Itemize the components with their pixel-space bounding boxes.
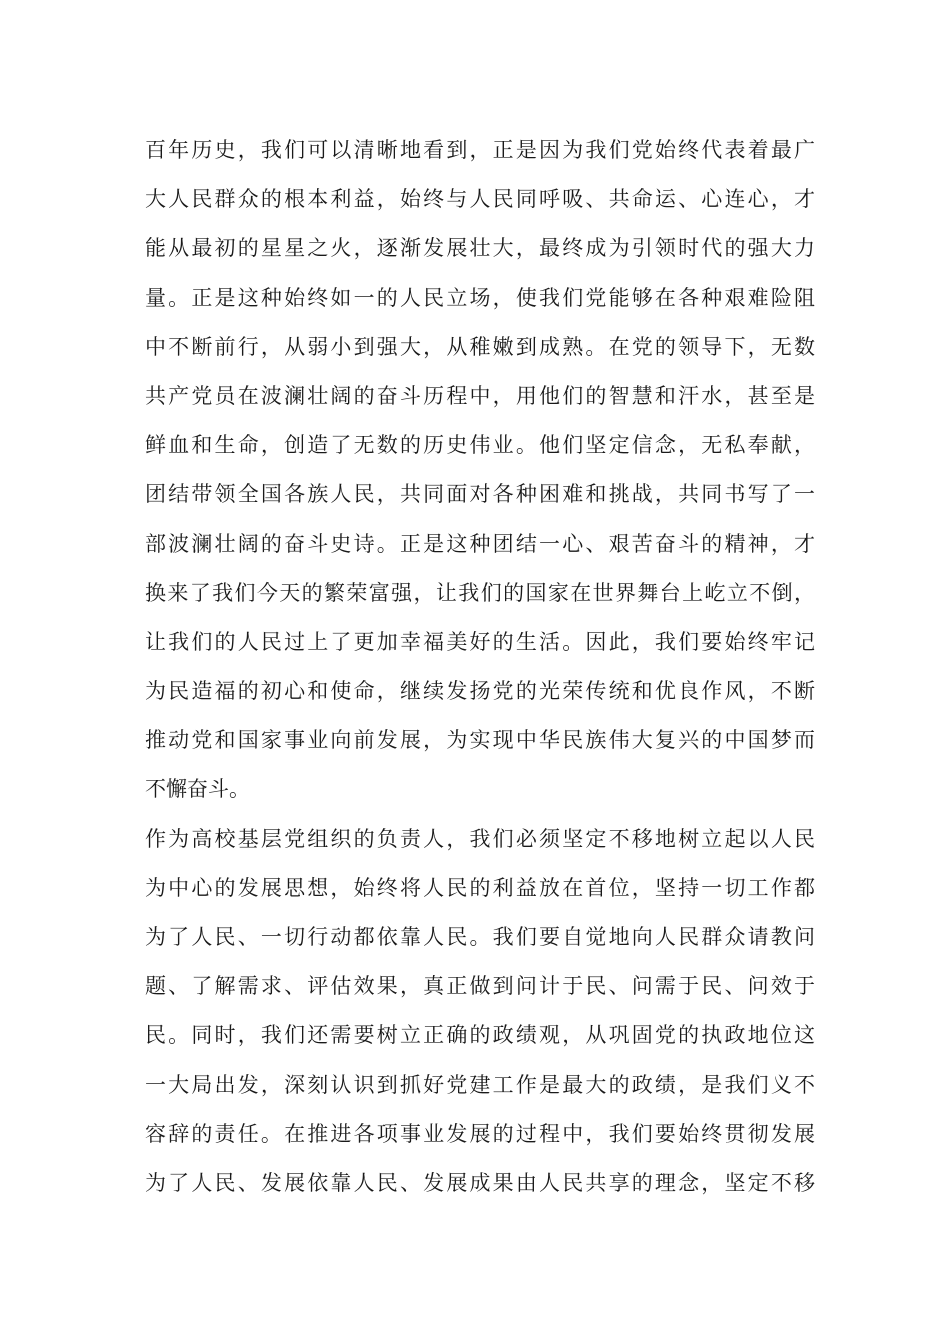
text-line: 共产党员在波澜壮阔的奋斗历程中，用他们的智慧和汗水，甚至是 <box>145 383 815 408</box>
text-line: 一大局出发，深刻认识到抓好党建工作是最大的政绩，是我们义不 <box>145 1072 815 1097</box>
text-line: 团结带领全国各族人民，共同面对各种困难和挑战，共同书写了一 <box>145 482 815 507</box>
text-line: 百年历史，我们可以清晰地看到，正是因为我们党始终代表着最广 <box>145 138 815 162</box>
text-line: 大人民群众的根本利益，始终与人民同呼吸、共命运、心连心，才 <box>145 187 815 212</box>
text-line: 换来了我们今天的繁荣富强，让我们的国家在世界舞台上屹立不倒， <box>145 580 815 605</box>
text-line: 鲜血和生命，创造了无数的历史伟业。他们坚定信念，无私奉献， <box>145 433 815 458</box>
text-line: 作为高校基层党组织的负责人，我们必须坚定不移地树立起以人民 <box>145 826 815 851</box>
text-line: 容辞的责任。在推进各项事业发展的过程中，我们要始终贯彻发展 <box>145 1121 815 1146</box>
paragraph-1 <box>145 126 815 815</box>
document-body <box>145 126 815 1208</box>
text-line: 为了人民、发展依靠人民、发展成果由人民共享的理念，坚定不移 <box>145 1170 815 1195</box>
text-line: 量。正是这种始终如一的人民立场，使我们党能够在各种艰难险阻 <box>145 285 815 310</box>
text-line: 能从最初的星星之火，逐渐发展壮大，最终成为引领时代的强大力 <box>145 236 815 261</box>
text-line: 推动党和国家事业向前发展，为实现中华民族伟大复兴的中国梦而 <box>145 728 815 753</box>
text-line: 民。同时，我们还需要树立正确的政绩观，从巩固党的执政地位这 <box>145 1023 815 1048</box>
text-line: 部波澜壮阔的奋斗史诗。正是这种团结一心、艰苦奋斗的精神，才 <box>145 531 815 556</box>
text-line: 为民造福的初心和使命，继续发扬党的光荣传统和优良作风，不断 <box>145 679 815 704</box>
text-line: 不懈奋斗。 <box>145 777 250 802</box>
text-line: 中不断前行，从弱小到强大，从稚嫩到成熟。在党的领导下，无数 <box>145 334 815 359</box>
text-line: 为了人民、一切行动都依靠人民。我们要自觉地向人民群众请教问 <box>145 925 815 949</box>
text-line: 题、了解需求、评估效果，真正做到问计于民、问需于民、问效于 <box>145 974 815 999</box>
paragraph-2 <box>145 815 815 1209</box>
text-line: 让我们的人民过上了更加幸福美好的生活。因此，我们要始终牢记 <box>145 629 815 654</box>
text-line: 为中心的发展思想，始终将人民的利益放在首位，坚持一切工作都 <box>145 875 815 900</box>
